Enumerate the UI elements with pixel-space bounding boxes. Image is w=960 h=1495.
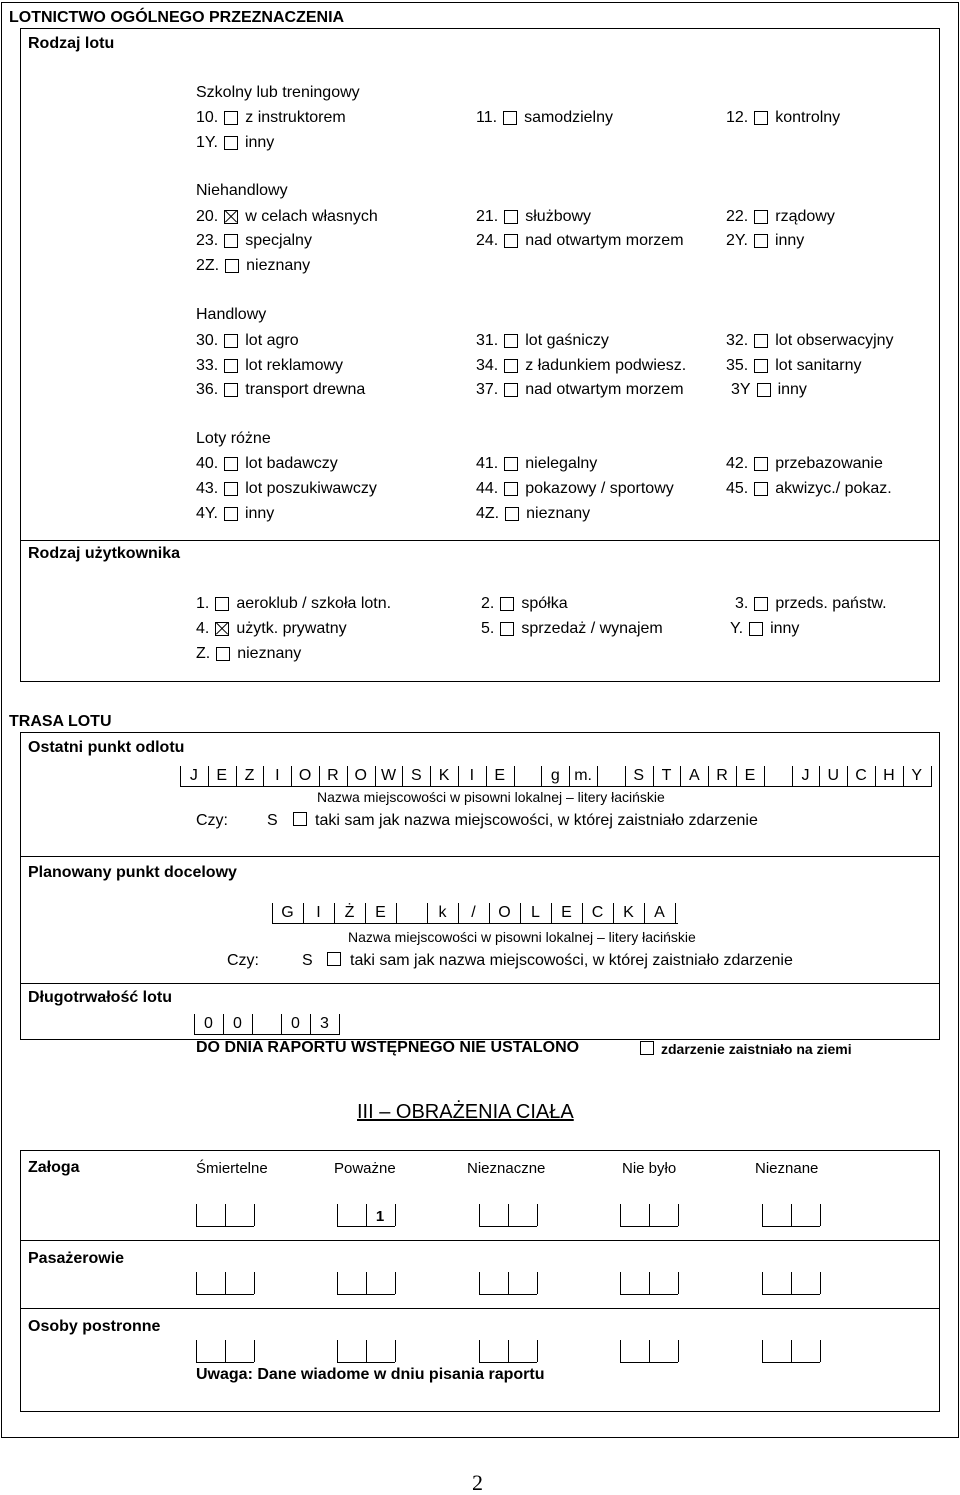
letter-cell[interactable]: O (498, 904, 511, 921)
option-misc-5[interactable] (726, 481, 892, 497)
option-training-2[interactable] (726, 110, 840, 126)
cell-divider (479, 1272, 480, 1294)
option-commercial-8[interactable] (731, 382, 807, 398)
duration-field[interactable] (194, 1010, 340, 1035)
option-number: 21. (476, 208, 499, 225)
cell-divider (479, 1340, 480, 1362)
option-number: 5. (481, 620, 495, 637)
same-place-label-2: taki sam jak nazwa miejscowości, w której zaistniało zdarzenie (350, 952, 793, 969)
option-checkbox[interactable] (224, 383, 238, 397)
cell-divider (791, 1272, 792, 1294)
option-number: 36. (196, 381, 219, 398)
option-number: 3. (735, 595, 749, 612)
destination-name-field[interactable] (272, 899, 678, 924)
option-misc-4[interactable] (476, 481, 674, 497)
option-checkbox[interactable] (216, 647, 230, 661)
option-label: samodzielny (524, 109, 613, 126)
cell-divider (620, 1204, 621, 1226)
divider (20, 540, 940, 541)
option-user-6[interactable] (196, 646, 301, 662)
flight-type-label: Rodzaj lotu (28, 35, 115, 52)
option-checkbox[interactable] (754, 482, 768, 496)
row-label-passengers: Pasażerowie (28, 1250, 125, 1267)
option-commercial-7[interactable] (476, 382, 684, 398)
option-number: 1. (196, 595, 210, 612)
option-noncommercial-1[interactable] (476, 209, 591, 225)
letter-cell[interactable]: G (281, 904, 294, 921)
option-label: lot reklamowy (245, 357, 344, 374)
option-checkbox[interactable] (754, 597, 768, 611)
letter-cell[interactable] (514, 766, 542, 786)
option-label: inny (777, 381, 807, 398)
option-label: lot sanitarny (775, 357, 862, 374)
cell-divider (762, 1272, 763, 1294)
note: Uwaga: Dane wiadome w dniu pisania raportu (196, 1366, 545, 1383)
cell-divider (196, 1340, 197, 1362)
letter-cell[interactable]: R (716, 767, 728, 784)
option-commercial-3[interactable] (196, 358, 343, 374)
option-training-1[interactable] (476, 110, 613, 126)
not-determined-label: DO DNIA RAPORTU WSTĘPNEGO NIE USTALONO (196, 1039, 580, 1056)
option-checkbox[interactable] (500, 597, 514, 611)
option-training-0[interactable] (196, 110, 346, 126)
injury-count-field[interactable] (196, 1340, 254, 1363)
option-number: 11. (476, 109, 498, 126)
option-number: 32. (726, 332, 749, 349)
option-label: transport drewna (245, 381, 366, 398)
cell-divider (931, 766, 932, 786)
option-number: 3Y (731, 381, 751, 398)
option-label: inny (774, 232, 805, 249)
option-user-3[interactable] (196, 621, 347, 637)
option-number: 12. (726, 109, 749, 126)
divider (20, 1240, 940, 1241)
option-misc-6[interactable] (196, 506, 274, 522)
letter-cell[interactable]: K (623, 904, 634, 921)
cell-divider (820, 1272, 821, 1294)
injury-count-field[interactable] (479, 1340, 537, 1363)
option-checkbox[interactable] (504, 457, 518, 471)
letter-cell[interactable] (252, 1014, 281, 1034)
option-checkbox[interactable] (757, 383, 771, 397)
option-number: Z. (196, 645, 211, 662)
option-checkbox[interactable] (504, 210, 518, 224)
group-heading-misc: Loty różne (196, 430, 271, 447)
cell-divider (395, 1272, 396, 1294)
option-number: 34. (476, 357, 499, 374)
cell-divider (254, 1340, 255, 1362)
injury-count-field[interactable] (337, 1272, 395, 1295)
option-noncommercial-0[interactable] (196, 209, 378, 225)
same-place-checkbox-2[interactable] (327, 952, 341, 966)
letter-cell[interactable]: g (550, 767, 560, 784)
col-fatal: Śmiertelne (196, 1160, 268, 1177)
option-checkbox[interactable] (754, 334, 768, 348)
option-number: 4. (196, 620, 210, 637)
option-checkbox[interactable] (215, 597, 229, 611)
option-label: rządowy (775, 208, 835, 225)
option-number: Y. (730, 620, 744, 637)
group-heading-commercial: Handlowy (196, 306, 267, 323)
option-label: aeroklub / szkoła lotn. (236, 595, 392, 612)
option-label: lot agro (245, 332, 299, 349)
cell-divider (791, 1340, 792, 1362)
divider (20, 1308, 940, 1309)
option-label: nad otwartym morzem (525, 381, 684, 398)
same-place-checkbox[interactable] (293, 812, 307, 826)
option-number: 22. (726, 208, 749, 225)
row-label-bystanders: Osoby postronne (28, 1318, 161, 1335)
option-user-0[interactable] (196, 596, 391, 612)
option-checkbox[interactable] (754, 359, 768, 373)
injury-count-field[interactable] (620, 1204, 678, 1227)
option-number: 42. (726, 455, 749, 472)
option-label: lot gaśniczy (525, 332, 609, 349)
option-label: przeds. państw. (775, 595, 887, 612)
option-misc-2[interactable] (726, 456, 883, 472)
injury-count-field[interactable] (337, 1340, 395, 1363)
option-checkbox[interactable] (504, 334, 518, 348)
group-heading-noncommercial: Niehandlowy (196, 182, 288, 199)
cell-divider (620, 1272, 621, 1294)
option-label: użytk. prywatny (236, 620, 347, 637)
letter-cell[interactable]: I (316, 904, 321, 921)
cell-divider (225, 1272, 226, 1294)
letter-cell[interactable]: Z (244, 767, 255, 784)
cell-divider (225, 1204, 226, 1226)
letter-cell[interactable]: m. (574, 767, 592, 784)
cell-divider (339, 1014, 340, 1034)
departure-label: Ostatni punkt odlotu (28, 739, 185, 756)
same-place-label: taki sam jak nazwa miejscowości, w której zaistniało zdarzenie (315, 812, 758, 829)
letter-cell[interactable]: 0 (233, 1015, 242, 1032)
option-number: 24. (476, 232, 499, 249)
injury-count-field[interactable] (762, 1204, 820, 1227)
option-label: w celach własnych (245, 208, 378, 225)
injury-count-field[interactable] (196, 1204, 254, 1227)
injury-count-field[interactable] (196, 1272, 254, 1295)
letter-cell[interactable]: H (883, 767, 895, 784)
destination-label: Planowany punkt docelowy (28, 864, 237, 881)
letter-cell[interactable] (597, 766, 625, 786)
cell-divider (508, 1340, 509, 1362)
option-checkbox[interactable] (225, 259, 239, 273)
letter-cell[interactable]: T (661, 767, 672, 784)
cell-divider (649, 1204, 650, 1226)
cell-divider (254, 1204, 255, 1226)
letter-cell[interactable]: E (375, 904, 386, 921)
czy-label-2: Czy: (227, 952, 259, 969)
cell-divider (649, 1272, 650, 1294)
option-number: 40. (196, 455, 219, 472)
option-number: 23. (196, 232, 219, 249)
option-commercial-2[interactable] (726, 333, 894, 349)
option-number: 4Y. (196, 505, 218, 522)
letter-cell[interactable]: O (298, 767, 312, 784)
option-checkbox[interactable] (504, 234, 518, 248)
cell-divider (762, 1340, 763, 1362)
injury-count-field[interactable] (762, 1340, 820, 1363)
cell-divider (366, 1340, 367, 1362)
letter-cell[interactable]: A (688, 767, 700, 784)
cell-divider (337, 1340, 338, 1362)
cell-divider (791, 1204, 792, 1226)
cell-divider (678, 1340, 679, 1362)
option-misc-7[interactable] (476, 506, 590, 522)
option-number: 30. (196, 332, 219, 349)
option-number: 10. (196, 109, 219, 126)
letter-cell[interactable] (764, 766, 792, 786)
cell-divider (366, 1272, 367, 1294)
divider (20, 856, 940, 857)
option-number: 35. (726, 357, 749, 374)
option-checkbox[interactable] (504, 383, 518, 397)
option-label: specjalny (245, 232, 312, 249)
option-checkbox[interactable] (224, 457, 238, 471)
s-label-2: S (302, 952, 313, 969)
option-number: 45. (726, 480, 749, 497)
option-number: 2Z. (196, 257, 220, 274)
option-checkbox[interactable] (224, 111, 238, 125)
option-commercial-4[interactable] (476, 358, 686, 374)
letter-cell[interactable]: U (827, 767, 840, 784)
injury-count-field[interactable] (479, 1272, 537, 1295)
letter-cell[interactable]: C (855, 767, 867, 784)
option-label: lot poszukiwawczy (245, 480, 377, 497)
option-checkbox[interactable] (224, 482, 238, 496)
letter-cell[interactable]: E (494, 767, 506, 784)
section-title: LOTNICTWO OGÓLNEGO PRZEZNACZENIA (9, 9, 345, 26)
option-commercial-1[interactable] (476, 333, 609, 349)
letter-cell[interactable]: C (591, 904, 604, 921)
letter-cell[interactable]: 3 (320, 1015, 329, 1032)
czy-label: Czy: (196, 812, 228, 829)
s-label: S (267, 812, 278, 829)
letter-cell[interactable]: W (380, 767, 397, 784)
injury-count-field[interactable] (762, 1272, 820, 1295)
cell-divider (762, 1204, 763, 1226)
option-label: z instruktorem (245, 109, 346, 126)
injury-count-field[interactable] (620, 1340, 678, 1363)
letter-cell[interactable]: I (275, 767, 280, 784)
option-label: nieznany (526, 505, 591, 522)
option-number: 37. (476, 381, 499, 398)
user-type-label: Rodzaj użytkownika (28, 545, 181, 562)
option-checkbox[interactable] (224, 136, 238, 150)
cell-divider (620, 1340, 621, 1362)
letter-cell[interactable]: E (216, 767, 228, 784)
option-commercial-5[interactable] (726, 358, 862, 374)
cell-divider (678, 1204, 679, 1226)
option-number: 4Z. (476, 505, 500, 522)
option-misc-3[interactable] (196, 481, 377, 497)
cell-divider (537, 1204, 538, 1226)
cell-divider (678, 1272, 679, 1294)
option-number: 33. (196, 357, 219, 374)
cell-divider (395, 1340, 396, 1362)
letter-cell[interactable]: S (410, 767, 422, 784)
letter-cell[interactable]: / (471, 904, 476, 921)
injury-count-field[interactable] (620, 1272, 678, 1295)
option-label: spółka (521, 595, 568, 612)
option-checkbox[interactable] (224, 334, 238, 348)
letter-cell[interactable]: k (438, 904, 447, 921)
option-label: sprzedaż / wynajem (521, 620, 663, 637)
option-number: 41. (476, 455, 499, 472)
option-label: służbowy (525, 208, 592, 225)
option-user-4[interactable] (481, 621, 663, 637)
option-checkbox[interactable] (504, 482, 518, 496)
option-number: 20. (196, 208, 219, 225)
name-hint-2: Nazwa miejscowości w pisowni lokalnej – litery łacińskie (348, 929, 696, 945)
option-checkbox[interactable] (503, 111, 517, 125)
option-checkbox[interactable] (505, 507, 519, 521)
option-checkbox[interactable] (754, 457, 768, 471)
letter-cell[interactable]: O (354, 767, 367, 784)
option-label: pokazowy / sportowy (525, 480, 674, 497)
cell-divider (225, 1340, 226, 1362)
option-label: nieznany (237, 645, 302, 662)
letter-cell[interactable]: Y (911, 767, 923, 784)
on-ground-label: zdarzenie zaistniało na ziemi (661, 1041, 852, 1057)
letter-cell[interactable]: K (438, 767, 450, 784)
group-heading-training: Szkolny lub treningowy (196, 84, 360, 101)
injury-count-value: 1 (375, 1208, 385, 1225)
option-training-3[interactable] (196, 135, 274, 151)
option-noncommercial-5[interactable] (726, 233, 804, 249)
option-label: przebazowanie (775, 455, 883, 472)
option-label: lot badawczy (245, 455, 338, 472)
cell-divider (675, 903, 676, 923)
cell-divider (337, 1272, 338, 1294)
letter-cell[interactable] (396, 903, 427, 923)
option-number: 31. (476, 332, 499, 349)
cell-divider (196, 1204, 197, 1226)
cell-divider (649, 1340, 650, 1362)
option-user-2[interactable] (735, 596, 887, 612)
page-number: 2 (472, 1470, 483, 1495)
option-number: 43. (196, 480, 219, 497)
letter-cell[interactable]: J (189, 767, 198, 784)
option-checkbox[interactable] (500, 622, 514, 636)
cell-divider (395, 1204, 396, 1226)
letter-cell[interactable]: S (633, 767, 645, 784)
letter-cell[interactable]: L (531, 904, 540, 921)
option-number: 2Y. (726, 232, 748, 249)
option-checkbox[interactable] (754, 210, 768, 224)
cell-divider (508, 1204, 509, 1226)
injury-count-field[interactable] (337, 1204, 395, 1227)
option-checkbox[interactable] (215, 622, 229, 636)
option-checkbox[interactable] (224, 507, 238, 521)
cell-divider (254, 1272, 255, 1294)
option-label: nieznany (246, 257, 311, 274)
divider (20, 983, 940, 984)
letter-cell[interactable]: J (801, 767, 810, 784)
injury-count-field[interactable] (479, 1204, 537, 1227)
cell-divider (337, 1204, 338, 1226)
option-commercial-6[interactable] (196, 382, 365, 398)
option-number: 2. (481, 595, 495, 612)
letter-cell[interactable]: 0 (291, 1015, 300, 1032)
cell-divider (820, 1204, 821, 1226)
option-misc-1[interactable] (476, 456, 597, 472)
option-label: inny (244, 134, 275, 151)
option-number: 1Y. (196, 134, 218, 151)
option-label: z ładunkiem podwiesz. (525, 357, 687, 374)
cell-divider (508, 1272, 509, 1294)
duration-label: Długotrwałość lotu (28, 989, 172, 1006)
cell-divider (196, 1272, 197, 1294)
letter-cell[interactable]: I (469, 767, 475, 784)
on-ground-checkbox[interactable] (640, 1041, 654, 1055)
letter-cell[interactable]: Ż (344, 904, 355, 921)
option-user-1[interactable] (481, 596, 568, 612)
departure-name-field[interactable] (180, 762, 932, 787)
cell-divider (537, 1272, 538, 1294)
option-noncommercial-2[interactable] (726, 209, 835, 225)
col-unknown: Nieznane (755, 1160, 819, 1177)
option-checkbox[interactable] (754, 111, 768, 125)
option-number: 44. (476, 480, 499, 497)
option-checkbox[interactable] (224, 234, 238, 248)
cell-divider (537, 1340, 538, 1362)
name-hint: Nazwa miejscowości w pisowni lokalnej – litery łacińskie (317, 789, 665, 805)
option-noncommercial-4[interactable] (476, 233, 684, 249)
option-user-5[interactable] (730, 621, 799, 637)
option-checkbox[interactable] (754, 234, 768, 248)
route-title: TRASA LOTU (9, 713, 112, 730)
option-noncommercial-3[interactable] (196, 233, 312, 249)
option-label: inny (770, 620, 800, 637)
option-label: inny (244, 505, 275, 522)
row-label-crew: Załoga (28, 1159, 80, 1176)
option-checkbox[interactable] (224, 359, 238, 373)
option-checkbox[interactable] (749, 622, 763, 636)
letter-cell[interactable]: R (327, 767, 339, 784)
option-label: nielegalny (525, 455, 598, 472)
option-label: nad otwartym morzem (525, 232, 684, 249)
col-none: Nie było (622, 1160, 677, 1177)
cell-divider (820, 1340, 821, 1362)
option-label: lot obserwacyjny (775, 332, 894, 349)
option-noncommercial-6[interactable] (196, 258, 310, 274)
letter-cell[interactable]: A (654, 904, 665, 921)
letter-cell[interactable]: E (744, 767, 756, 784)
letter-cell[interactable]: 0 (204, 1015, 213, 1032)
option-checkbox[interactable] (504, 359, 518, 373)
flight-type-frame (20, 28, 940, 682)
option-label: akwizyc./ pokaz. (775, 480, 892, 497)
option-misc-0[interactable] (196, 456, 338, 472)
col-serious: Poważne (334, 1160, 396, 1177)
letter-cell[interactable]: E (561, 904, 572, 921)
option-commercial-0[interactable] (196, 333, 299, 349)
option-checkbox[interactable] (224, 210, 238, 224)
option-label: kontrolny (775, 109, 841, 126)
cell-divider (479, 1204, 480, 1226)
col-minor: Nieznaczne (467, 1160, 546, 1177)
injuries-title: III – OBRAŻENIA CIAŁA (357, 1101, 574, 1123)
